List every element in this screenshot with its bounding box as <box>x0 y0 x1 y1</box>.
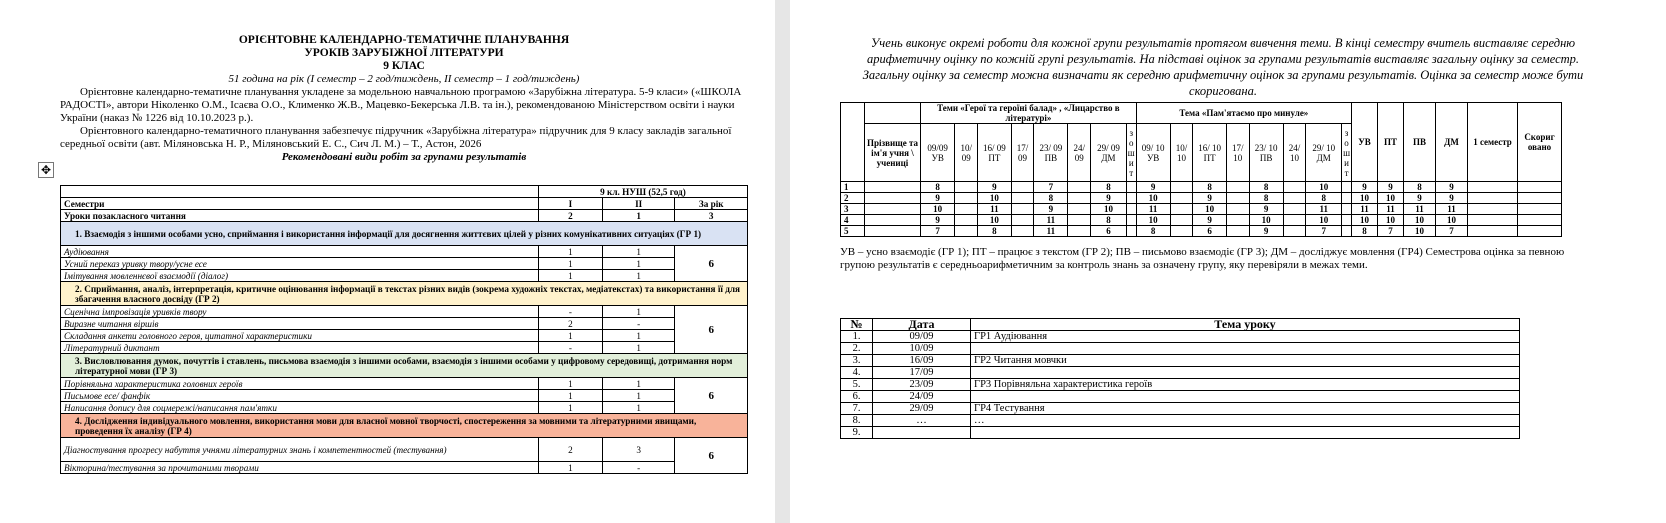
grade-cell[interactable]: 11 <box>1306 204 1342 215</box>
group-1-row: 1. Взаємодія з іншими особами усно, сприймання і використання інформації для досягнення життєвих цілей у різних комунікативних ситуаціях (ГР 1) <box>61 222 748 246</box>
grade-cell[interactable] <box>1518 204 1562 215</box>
grade-cell[interactable]: 11 <box>978 204 1011 215</box>
grade-cell[interactable]: 10 <box>921 204 955 215</box>
grade-cell[interactable] <box>1126 226 1136 237</box>
grade-cell[interactable]: 8 <box>921 182 955 193</box>
table-row: № Дата Тема уроку <box>841 319 1520 331</box>
grade-cell[interactable]: 10 <box>978 215 1011 226</box>
grade-cell[interactable] <box>865 215 921 226</box>
table-row: Складання анкети головного героя, цитатної характеристики 1 1 <box>61 330 748 342</box>
lesson-date-cell[interactable]: 10/09 <box>873 343 971 355</box>
table-row: Теми «Герої та героїні балад» , «Лицарство в літературі» Тема «Пам'ятаємо про минуле» УВ ПТ ПВ ДМ 1 семестр Скориг овано <box>841 103 1562 124</box>
grade-cell[interactable] <box>1170 193 1193 204</box>
title-line-2: УРОКІВ ЗАРУБІЖНОЇ ЛІТЕРАТУРИ <box>304 47 504 59</box>
grade-cell[interactable]: 9 <box>1034 204 1068 215</box>
grade-cell[interactable]: 10 <box>1193 204 1226 215</box>
grade-cell[interactable] <box>955 182 978 193</box>
grade-cell[interactable]: 7 <box>1378 226 1404 237</box>
grade-cell[interactable]: 9 <box>1378 182 1404 193</box>
table-row <box>841 427 1520 439</box>
grade-cell[interactable]: 8 <box>1249 182 1283 193</box>
lesson-topic-cell[interactable]: … <box>971 415 1520 427</box>
grade-cell[interactable]: 7 <box>1306 226 1342 237</box>
grade-cell[interactable] <box>1226 182 1249 193</box>
table-row <box>841 367 1520 379</box>
textbook-paragraph: Орієнтовного календарно-тематичного планування забезпечує підручник «Зарубіжна література» підручник для 9 класу закладів загальної середньої освіти (авт. Міляновська Н. Р., Міляновський Е. С., Сич Л. М.) – Т., Астон, 2026 <box>60 125 732 150</box>
group-4-row: 4. Дослідження індивідуального мовлення, використання мови для власної мовної творчості, спостереження за мовними та літературними явищами, проведення їх аналізу (ГР 4) <box>61 414 748 438</box>
grade-cell[interactable] <box>955 204 978 215</box>
document-page-right <box>790 0 1666 523</box>
table-row <box>841 193 1562 204</box>
grade-cell[interactable] <box>1468 204 1518 215</box>
table-row: Написання допису для соцмережі/написання пам'ятки 1 1 <box>61 402 748 414</box>
grade-cell[interactable] <box>1468 215 1518 226</box>
grade-cell[interactable] <box>1170 226 1193 237</box>
table-row <box>841 226 1562 237</box>
table-row: Сценічна імпровізація уривків твору - 1 6 <box>61 306 748 318</box>
grade-cell[interactable]: 11 <box>1034 226 1068 237</box>
intro-paragraph: Орієнтовне календарно-тематичне планування укладене за модельною навчальною програмою «Зарубіжна література. 5-9 класи» («ШКОЛА РАДОСТІ», автори Ніколенко О.М., Ісаєва О.О., Клименко Ж.В., Мацевко-Бекерська Л.В. та ін.), рекомендованою Міністерством освіти і науки України (наказ № 1226 від 10.10.2023 р.). <box>60 86 742 124</box>
grade-cell[interactable] <box>1468 182 1518 193</box>
grade-cell[interactable] <box>1226 193 1249 204</box>
lesson-n-cell[interactable]: 6. <box>841 391 873 403</box>
lesson-topic-cell[interactable] <box>971 367 1520 379</box>
lesson-n-cell[interactable]: 4. <box>841 367 873 379</box>
grade-cell[interactable] <box>1226 215 1249 226</box>
lesson-schedule-table <box>840 318 1520 439</box>
table-row <box>841 331 1520 343</box>
grade-cell[interactable]: 11 <box>1352 204 1378 215</box>
table-row: Порівняльна характеристика головних героїв 1 1 6 <box>61 378 748 390</box>
group-3-row: 3. Висловлювання думок, почуттів і ставлень, письмова взаємодія з іншими особами, взаємодія з іншими особами у цифровому середовищі, дотримання норм літературної мови (ГР 3) <box>61 354 748 378</box>
table-row: Семестри І ІІ За рік <box>61 198 748 210</box>
table-row <box>841 391 1520 403</box>
lesson-date-cell[interactable]: 09/09 <box>873 331 971 343</box>
grade-cell[interactable] <box>955 226 978 237</box>
grade-cell[interactable]: 9 <box>1249 204 1283 215</box>
lesson-date-cell[interactable]: 24/09 <box>873 391 971 403</box>
grade-cell[interactable]: 7 <box>1436 226 1468 237</box>
grade-cell[interactable]: 9 <box>1193 215 1226 226</box>
grade-cell[interactable] <box>865 226 921 237</box>
grade-cell[interactable] <box>1283 226 1306 237</box>
grade-cell[interactable]: 9 <box>1436 182 1468 193</box>
grade-cell[interactable] <box>865 193 921 204</box>
grade-cell[interactable] <box>865 204 921 215</box>
grade-cell[interactable] <box>1011 204 1034 215</box>
lesson-date-cell[interactable]: 23/09 <box>873 379 971 391</box>
grade-cell[interactable]: 6 <box>1193 226 1226 237</box>
grade-cell[interactable]: 11 <box>1034 215 1068 226</box>
grade-cell[interactable] <box>1011 193 1034 204</box>
lesson-date-cell[interactable]: … <box>873 415 971 427</box>
grade-cell[interactable]: 8 <box>1352 226 1378 237</box>
grade-cell[interactable]: 8 <box>1306 193 1342 204</box>
table-row <box>841 182 1562 193</box>
grade-cell[interactable]: 7 <box>921 226 955 237</box>
table-row <box>841 403 1520 415</box>
grade-cell[interactable]: 8 <box>1136 226 1170 237</box>
grade-cell[interactable]: 10 <box>1136 215 1170 226</box>
lesson-n-cell[interactable]: 9. <box>841 427 873 439</box>
grade-cell[interactable]: 9 <box>921 215 955 226</box>
table-row: Літературний диктант - 1 <box>61 342 748 354</box>
lesson-topic-cell[interactable] <box>971 391 1520 403</box>
grade-cell[interactable]: 8 <box>1091 182 1127 193</box>
grade-cell[interactable]: 10 <box>1352 215 1378 226</box>
lesson-n-cell[interactable]: 7. <box>841 403 873 415</box>
grade-cell[interactable]: 9 <box>1249 226 1283 237</box>
table-row: Вікторина/тестування за прочитаними творами 1 - <box>61 462 748 474</box>
lesson-n-cell[interactable]: 1. <box>841 331 873 343</box>
lesson-topic-cell[interactable]: ГР3 Порівняльна характеристика героїв <box>971 379 1520 391</box>
table-move-handle-icon[interactable]: ✥ <box>38 162 54 178</box>
grade-cell[interactable] <box>1011 226 1034 237</box>
document-page-left <box>0 0 775 523</box>
table-row <box>841 355 1520 367</box>
grade-cell[interactable]: 5 <box>841 226 865 237</box>
grade-cell[interactable] <box>1283 204 1306 215</box>
grade-cell[interactable]: 1 <box>841 182 865 193</box>
lesson-n-cell[interactable]: 5. <box>841 379 873 391</box>
table-row <box>61 186 748 198</box>
grade-cell[interactable]: 3 <box>841 204 865 215</box>
grade-cell[interactable]: 10 <box>1378 215 1404 226</box>
lesson-topic-cell[interactable] <box>971 343 1520 355</box>
grade-cell[interactable] <box>1068 226 1091 237</box>
grade-cell[interactable]: 9 <box>1136 182 1170 193</box>
grade-cell[interactable] <box>1518 182 1562 193</box>
group-2-row: 2. Сприймання, аналіз, інтерпретація, критичне оцінювання інформації в текстах різних видів (зокрема художніх текстах, медіатекстах) та використання її для збагачення власного досвіду (ГР 2) <box>61 282 748 306</box>
grade-cell[interactable]: 8 <box>1249 193 1283 204</box>
table-row: Письмове есе/ фанфік 1 1 <box>61 390 748 402</box>
lesson-date-cell[interactable] <box>873 427 971 439</box>
grade-cell[interactable]: 8 <box>1193 182 1226 193</box>
legend-text: УВ – усно взаємодіє (ГР 1); ПТ – працює з текстом (ГР 2); ПВ – письмово взаємодіє (ГР 3); ДМ – досліджує мовлення (ГР4) Семестрова оцінка за певною групою результатів є середньоарифметичним за контроль знань за означену групу, яку перевіряли в межах теми. <box>840 246 1565 271</box>
grade-cell[interactable] <box>1126 204 1136 215</box>
grade-cell[interactable]: 10 <box>1436 215 1468 226</box>
grade-cell[interactable]: 2 <box>841 193 865 204</box>
grade-cell[interactable]: 6 <box>1091 226 1127 237</box>
grade-cell[interactable] <box>1226 204 1249 215</box>
grade-cell[interactable] <box>1518 226 1562 237</box>
grade-cell[interactable]: 9 <box>1091 193 1127 204</box>
lesson-topic-cell[interactable]: ГР1 Аудіювання <box>971 331 1520 343</box>
grade-journal-table <box>840 102 1562 237</box>
grade-cell[interactable]: 9 <box>1404 193 1436 204</box>
table-row: Аудіювання 1 1 6 <box>61 246 748 258</box>
lesson-n-cell[interactable]: 2. <box>841 343 873 355</box>
grade-cell[interactable]: 10 <box>1306 182 1342 193</box>
grade-cell[interactable] <box>1226 226 1249 237</box>
grade-cell[interactable] <box>1068 182 1091 193</box>
grade-cell[interactable] <box>1342 182 1352 193</box>
assessment-paragraph: Учень виконує окремі роботи для кожної групи результатів протягом вивчення теми. В кінці семестру вчитель виставляє середню арифметичну оцінку по кожній групі результатів. На підставі оцінок за групами результатів виставляє загальну оцінку за семестр. Загальну оцінку за семестр можна визначати як середню арифметичну оцінок за групами результатів. Оцінка за семестр може бути скоригована. <box>862 36 1584 98</box>
title-line-3: 9 КЛАС <box>383 60 425 72</box>
grade-cell[interactable] <box>1068 204 1091 215</box>
work-types-table <box>60 185 748 474</box>
theme-1-header: Теми «Герої та героїні балад» , «Лицарство в літературі» <box>921 103 1137 124</box>
grade-cell[interactable] <box>1011 215 1034 226</box>
grade-cell[interactable] <box>1011 182 1034 193</box>
grade-cell[interactable] <box>1518 193 1562 204</box>
grade-cell[interactable]: 10 <box>1404 226 1436 237</box>
lesson-date-cell[interactable]: 17/09 <box>873 367 971 379</box>
grade-cell[interactable]: 10 <box>1306 215 1342 226</box>
grade-cell[interactable]: 8 <box>1034 193 1068 204</box>
grade-cell[interactable]: 9 <box>1352 182 1378 193</box>
lesson-date-cell[interactable]: 16/09 <box>873 355 971 367</box>
grade-cell[interactable]: 10 <box>1352 193 1378 204</box>
title-line-1: ОРІЄНТОВНЕ КАЛЕНДАРНО-ТЕМАТИЧНЕ ПЛАНУВАННЯ <box>238 34 570 46</box>
grade-cell[interactable]: 9 <box>921 193 955 204</box>
grade-cell[interactable] <box>865 182 921 193</box>
grade-cell[interactable]: 10 <box>1136 193 1170 204</box>
table-row: Усний переказ уривку твору/усне есе 1 1 <box>61 258 748 270</box>
grade-cell[interactable]: 10 <box>1091 204 1127 215</box>
grade-cell[interactable] <box>1342 215 1352 226</box>
hours-subtitle: 51 година на рік (І семестр – 2 год/тиждень, ІІ семестр – 1 год/тиждень) <box>228 73 580 85</box>
table-row: Імітування мовленнєвої взаємодії (діалог) 1 1 <box>61 270 748 282</box>
grade-cell[interactable]: 7 <box>1034 182 1068 193</box>
table-row: Уроки позакласного читання 2 1 3 <box>61 210 748 222</box>
theme-2-header: Тема «Пам'ятаємо про минуле» <box>1136 103 1351 124</box>
grade-cell[interactable] <box>1283 215 1306 226</box>
grade-cell[interactable]: 10 <box>1404 215 1436 226</box>
table-row <box>841 215 1562 226</box>
table-caption: Рекомендовані види робіт за групами результатів <box>281 151 527 163</box>
grade-cell[interactable] <box>1283 182 1306 193</box>
grade-cell[interactable]: 9 <box>1436 193 1468 204</box>
table-row: Діагностування прогресу набуття учнями літературних знань і компетентностей (тестування) 2 3 6 <box>61 438 748 462</box>
grade-cell[interactable] <box>1518 215 1562 226</box>
grade-cell[interactable]: 8 <box>1091 215 1127 226</box>
grade-cell[interactable] <box>1126 193 1136 204</box>
grade-cell[interactable]: 11 <box>1436 204 1468 215</box>
lesson-topic-cell[interactable] <box>971 427 1520 439</box>
table-row <box>841 379 1520 391</box>
grade-cell[interactable]: 4 <box>841 215 865 226</box>
lesson-topic-cell[interactable]: ГР2 Читання мовчки <box>971 355 1520 367</box>
grade-cell[interactable]: 11 <box>1136 204 1170 215</box>
grade-cell[interactable] <box>1342 193 1352 204</box>
table-row <box>841 343 1520 355</box>
table-row <box>841 415 1520 427</box>
grade-cell[interactable] <box>1068 193 1091 204</box>
grade-cell[interactable] <box>1170 182 1193 193</box>
table-row: Прізвище та ім'я учня \ учениці 09/09 УВ 10/ 09 16/ 09 ПТ 17/ 09 23/ 09 ПВ 24/ 09 29/ 09 ДМ зошит 09/ 10 УВ 10/ 10 16/ 10 ПТ 17/ 10 23/ 10 ПВ 24/ 10 29/ 10 ДМ зошит <box>841 124 1562 182</box>
grade-cell[interactable] <box>1468 226 1518 237</box>
table-row: Виразне читання віршів 2 - <box>61 318 748 330</box>
grade-cell[interactable]: 9 <box>1193 193 1226 204</box>
grade-cell[interactable] <box>1468 193 1518 204</box>
grade-cell[interactable] <box>955 215 978 226</box>
grade-cell[interactable] <box>1170 204 1193 215</box>
grade-cell[interactable] <box>1126 215 1136 226</box>
course-header: 9 кл. НУШ (52,5 год) <box>538 186 747 198</box>
lesson-date-cell[interactable]: 29/09 <box>873 403 971 415</box>
lesson-n-cell[interactable]: 8. <box>841 415 873 427</box>
grade-cell[interactable]: 10 <box>978 193 1011 204</box>
grade-cell[interactable]: 8 <box>1404 182 1436 193</box>
grade-cell[interactable]: 11 <box>1378 204 1404 215</box>
grade-cell[interactable] <box>1283 193 1306 204</box>
grade-cell[interactable]: 9 <box>978 182 1011 193</box>
lesson-topic-cell[interactable]: ГР4 Тестування <box>971 403 1520 415</box>
grade-cell[interactable]: 10 <box>1249 215 1283 226</box>
grade-cell[interactable] <box>1170 215 1193 226</box>
grade-cell[interactable] <box>1342 226 1352 237</box>
grade-cell[interactable] <box>1126 182 1136 193</box>
grade-cell[interactable] <box>1068 215 1091 226</box>
grade-cell[interactable]: 10 <box>1378 193 1404 204</box>
table-row <box>841 204 1562 215</box>
student-name-header: Прізвище та ім'я учня \ учениці <box>865 124 921 182</box>
grade-cell[interactable] <box>1342 204 1352 215</box>
grade-cell[interactable]: 8 <box>978 226 1011 237</box>
grade-cell[interactable] <box>955 193 978 204</box>
lesson-n-cell[interactable]: 3. <box>841 355 873 367</box>
grade-cell[interactable]: 11 <box>1404 204 1436 215</box>
